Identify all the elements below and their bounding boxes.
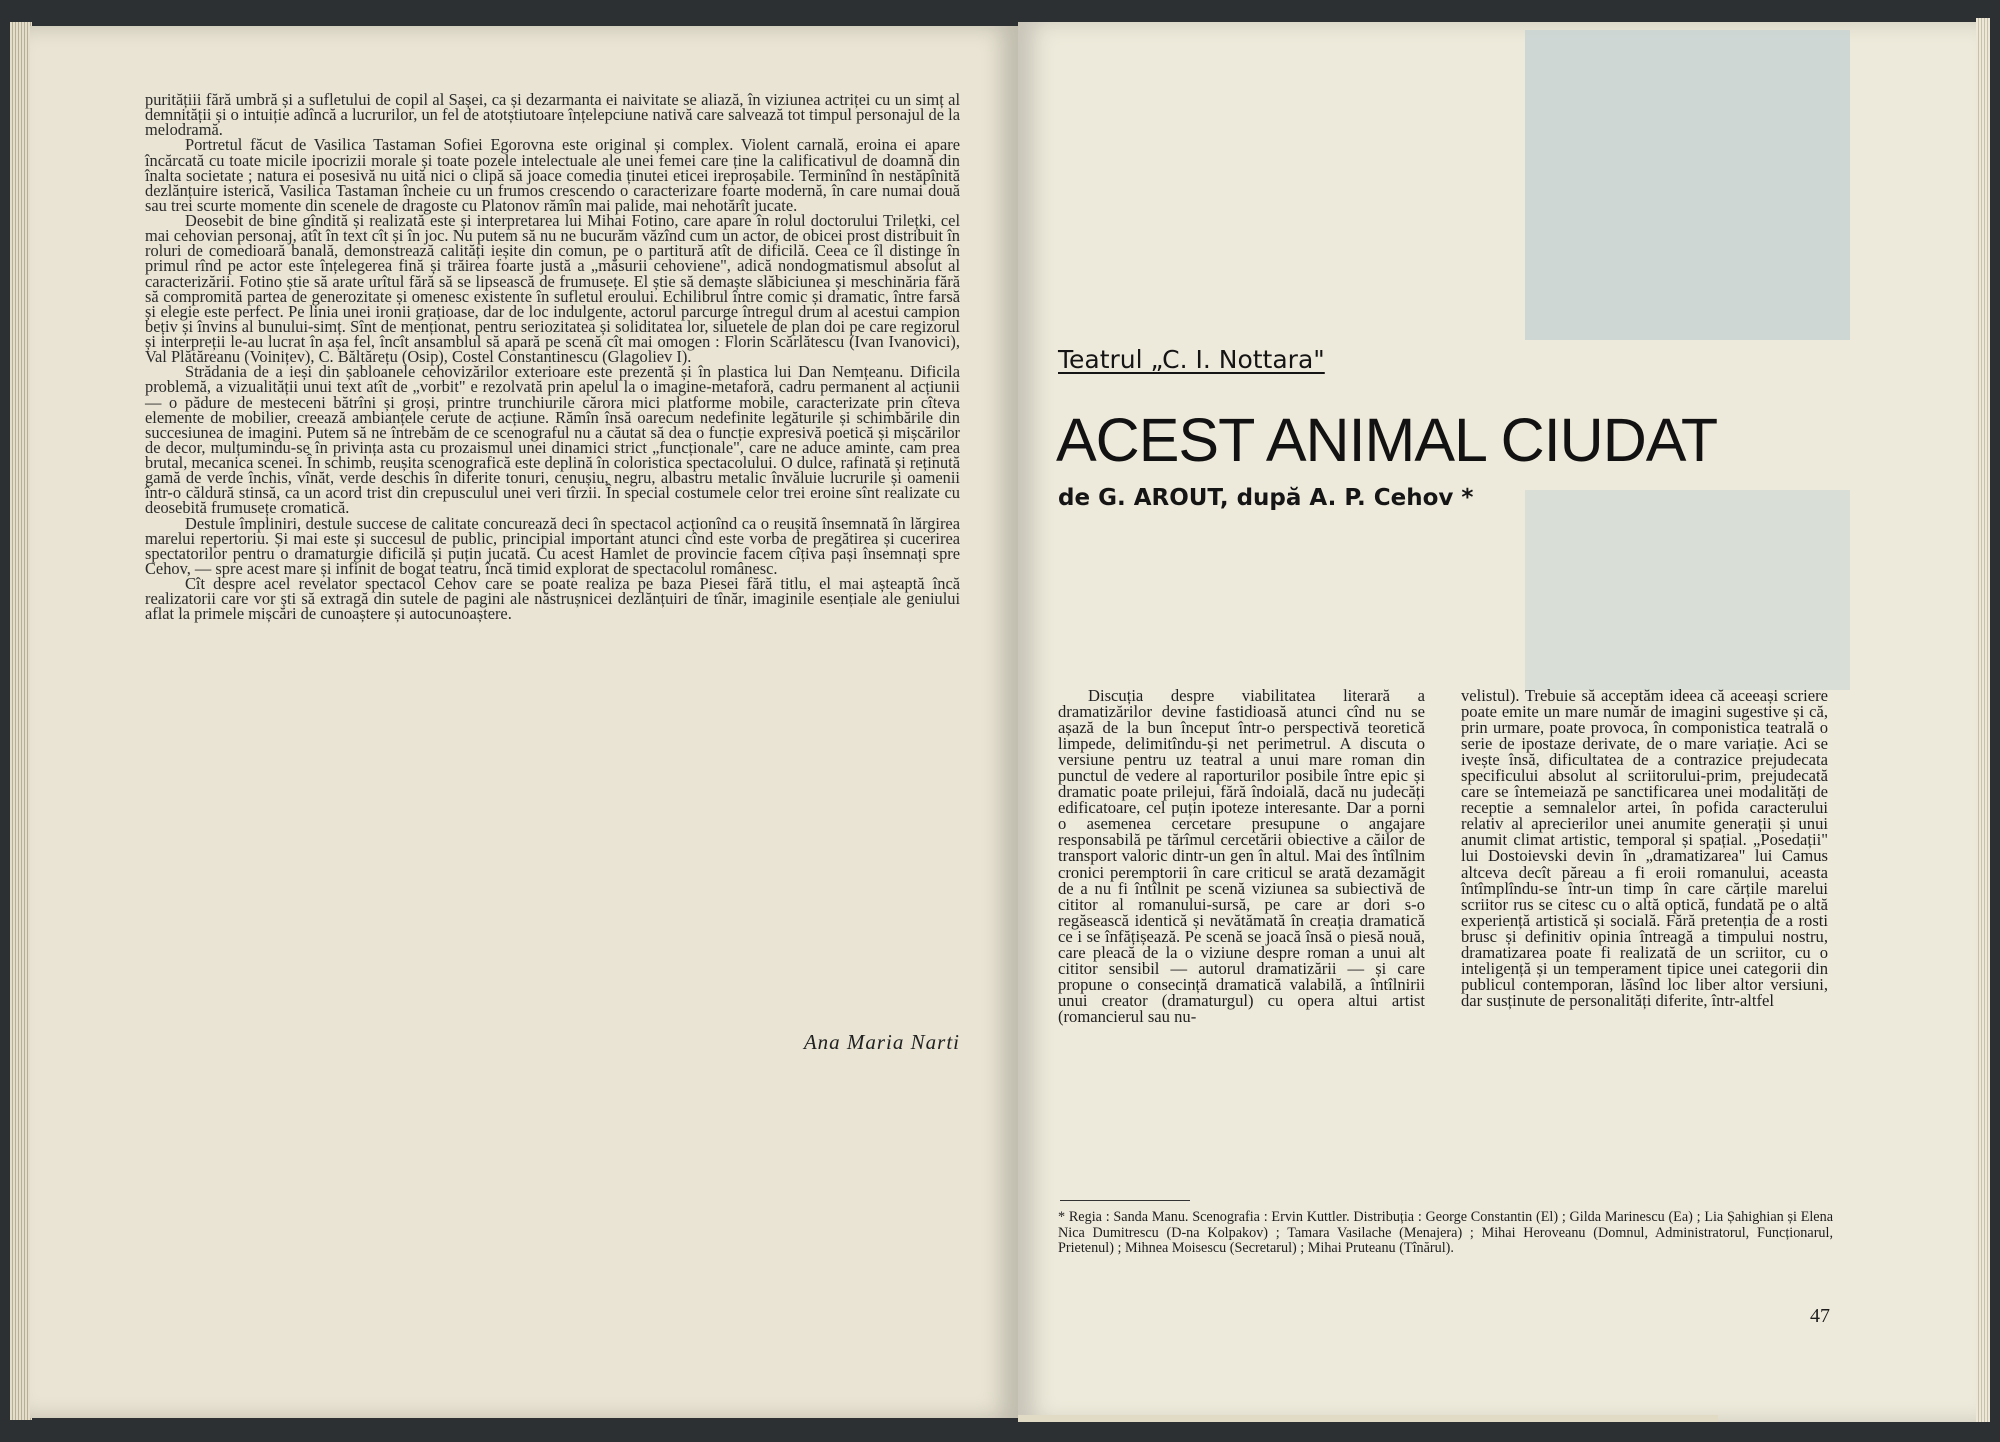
right-page-edges — [1976, 18, 1990, 1422]
theatre-name: Teatrul „C. I. Nottara" — [1058, 345, 1325, 374]
right-column-2 — [1461, 688, 1828, 1009]
column-paragraph: Discuția despre viabilitatea literară a dramatizărilor devine fastidioasă atunci cînd nu se așază de la bun început într-o perspectivă teoretică limpede, delimitîndu-și net perimetrul. A discuta o versiune pentru uz teatral a unui mare roman din punctul de vedere al raporturilor posibile între epic și dramatic poate prilejui, fără îndoială, dacă nu judecăți edificatoare, cel puțin ipoteze interesante. Dar a porni o asemenea cercetare presupune o angajare responsabilă pe tărîmul cercetării obiective a căilor de transport valoric dintr-un gen în altul. Mai des întîlnim cronici peremptorii în care criticul se arată dezamăgit de a nu fi întîlnit pe scenă viziunea sa subiectivă de cititor al romanului-sursă, pe care ar dori s-o regăsească identică și nevătămată în creația dramatică ce i se înfățișează. Pe scenă se joacă însă o piesă nouă, care pleacă de la o viziune despre roman a unui alt cititor sensibil — autorul dramatizării — și care propune o consecință dramatică valabilă, a întîlnirii unui creator (dramaturgul) cu opera altui artist (romancierul sau nu- — [1058, 686, 1425, 1026]
show-through-photo-middle — [1525, 490, 1850, 690]
footnote: * Regia : Sanda Manu. Scenografia : Ervin Kuttler. Distribuția : George Constantin (El) ; Gilda Marinescu (Ea) ; Lia Șahighian și Elena Nica Dumitrescu (D-na Kolpakov) ; Tamara Vasilache (Menajera) ; Mihai Heroveanu (Domnul, Administratorul, Funcționarul, Prietenul) ; Mihnea Moisescu (Secretarul) ; Mihai Pruteanu (Tînărul). — [1058, 1209, 1833, 1256]
show-through-photo-top — [1525, 30, 1850, 340]
author-signature: Ana Maria Narti — [803, 1030, 960, 1054]
article-byline: de G. AROUT, după A. P. Cehov * — [1058, 485, 1474, 511]
left-page-edges — [10, 22, 32, 1420]
column-paragraph: velistul). Trebuie să acceptăm ideea că aceeași scriere poate emite un mare număr de imagini sugestive și că, prin urmare, poate provoca, în componistica teatrală o serie de ipostaze derivate, de o mare variație. Aci se ivește însă, dificultatea de a contrazice prejudecata specificului absolut al scriitorului-prim, prejudecată care se întemeiază pe sanctificarea unei modalități de receptie a semnalelor artei, în pofida caracterului relativ al aprecierilor unei anumite generații și unui anumit climat artistic, temporal și spațial. „Posedații" lui Dostoievski devin în „dramatizarea" lui Camus altceva decît păreau a fi eroii romanului, aceasta întîmplîndu-se într-un timp în care cărțile marelui scriitor rus se citesc cu o altă optică, fundată pe o altă experiență artistică și socială. Fără pretenția de a rosti brusc și definitiv opinia întreagă a timpului nostru, dramatizarea poate fi realizată de un scriitor, cu o inteligență și un temperament tipice unei categorii din publicul contemporan, lăsînd loc liber altor versiuni, dar susținute de personalități diferite, într-altfel — [1461, 686, 1828, 1010]
article-title: ACEST ANIMAL CIUDAT — [1056, 406, 1718, 474]
left-paragraph: Strădania de a ieși din șabloanele cehovizărilor exterioare este prezentă și în plastica lui Dan Nemțeanu. Dificila problemă, a vizualității unui text atît de „vorbit" e rezolvată prin apelul la o imagine-metaforă, cadru permanent al acțiunii — o pădure de mesteceni bătrîni și groși, printre trunchiurile cărora mici platforme mobile, caracterizate prin cîteva elemente de mobilier, creează ambianțele cerute de acțiune. Rămîn însă oarecum nedefinite legăturile și schimbările din succesiunea de imagini. Putem să ne întrebăm de ce scenograful nu a căutat să dea o funcție expresivă poetică și mișcărilor de decor, mulțumindu-se în privința asta cu prozaismul unei dinamici strict „funcționale", care ne aduce aminte, cam prea brutal, mecanica scenei. În schimb, reușita scenografică este deplină în coloristica spectacolului. O dulce, rafinată și reținută gamă de verde închis, vînăt, verde deschis în diferite tonuri, cenușiu, negru, albastru metalic învăluie lucrurile și oamenii într-o căldură stinsă, ca un acord trist din crepusculul unei veri tîrzii. În special costumele celor trei eroine sînt realizate cu deosebită frumusețe cromatică. — [145, 362, 960, 518]
left-paragraph: Destule împliniri, destule succese de calitate concurează deci în spectacol acționînd ca o reușită însemnată în lărgirea marelui repertoriu. Și mai este și succesul de public, principial important atunci cînd este vorba de pregătirea și cucerirea spectatorilor pentru o dramaturgie dificilă și puțin jucată. Cu acest Hamlet de provincie facem cîțiva pași însemnați spre Cehov, — spre acest mare și infinit de bogat teatru, încă timid explorat de spectacolul românesc. — [145, 513, 960, 578]
page-number: 47 — [1810, 1305, 1830, 1327]
left-page-text — [145, 90, 960, 624]
left-paragraph: Cît despre acel revelator spectacol Cehov care se poate realiza pe baza Piesei fără titlu, el mai așteaptă încă realizatorii care vor ști să extragă din sutele de pagini ale năstrușnicei dezlănțuiri de tînăr, imaginile esențiale ale geniului aflat la primele mișcări de cunoaștere și autocunoaștere. — [145, 574, 960, 624]
left-paragraph: puritățiii fără umbră și a sufletului de copil al Sașei, ca și dezarmanta ei naivitate se aliază, în viziunea actriței cu un simț al demnității și o intuiție adîncă a lucrurilor, un fel de atotștiutoare înțelepciune nativă care salvează tot timpul personajul de la melodramă. — [145, 90, 960, 140]
left-paragraph: Portretul făcut de Vasilica Tastaman Sofiei Egorovna este original și complex. Violent carnală, eroina ei apare încărcată cu toate micile ipocrizii morale și toate pozele intelectuale ale unei femei care ține la calificativul de doamnă din înalta societate ; natura ei posesivă nu uită nici o clipă să joace comedia ținutei eticei ireproșabile. Terminînd în nestăpînită dezlănțuire isterică, Vasilica Tastaman încheie cu un frumos crescendo o caracterizare foarte modernă, în care numai două sau trei scurte momente din scenele de dragoste cu Platonov rămîn mai palide, mai nehotărît jucate. — [145, 135, 960, 215]
right-column-1 — [1058, 688, 1425, 1025]
left-paragraph: Deosebit de bine gîndită și realizată este și interpretarea lui Mihai Fotino, care apare în rolul doctorului Trilețki, cel mai cehovian personaj, atît în text cît și în joc. Nu putem să nu ne bucurăm văzînd cum un actor, de obicei prost distribuit în roluri de comedioară banală, demonstrează calități ieșite din comun, pe o partitură atît de dificilă. Ceea ce îl distinge în primul rînd pe actor este înțelegerea fină și trăirea foarte justă a „măsurii cehoviene", adică nondogmatismul absolut al caracterizării. Fotino știe să arate urîtul fără să se lipsească de frumusețe. El știe să demaște slăbiciunea și meschinăria fără să compromită partea de generozitate și omenesc existente în sufletul eroului. Echilibrul între comic și dramatic, între farsă și elegie este perfect. Pe linia unei ironii grațioase, dar de loc indulgente, actorul parcurge întregul drum al acestui campion bețiv și învins al bunului-simț. Sînt de menționat, pentru seriozitatea și soliditatea lor, siluetele de plan doi pe care regizorul și interpreții le-au lucrat în așa fel, încît ansamblul să apară pe scenă cît mai omogen : Florin Scărlătescu (Ivan Ivanovici), Val Plătăreanu (Voinițev), C. Băltărețu (Osip), Costel Constantinescu (Glagoliev I). — [145, 211, 960, 367]
footnote-rule — [1060, 1200, 1190, 1201]
page-bottom-edge — [1018, 1415, 1718, 1422]
